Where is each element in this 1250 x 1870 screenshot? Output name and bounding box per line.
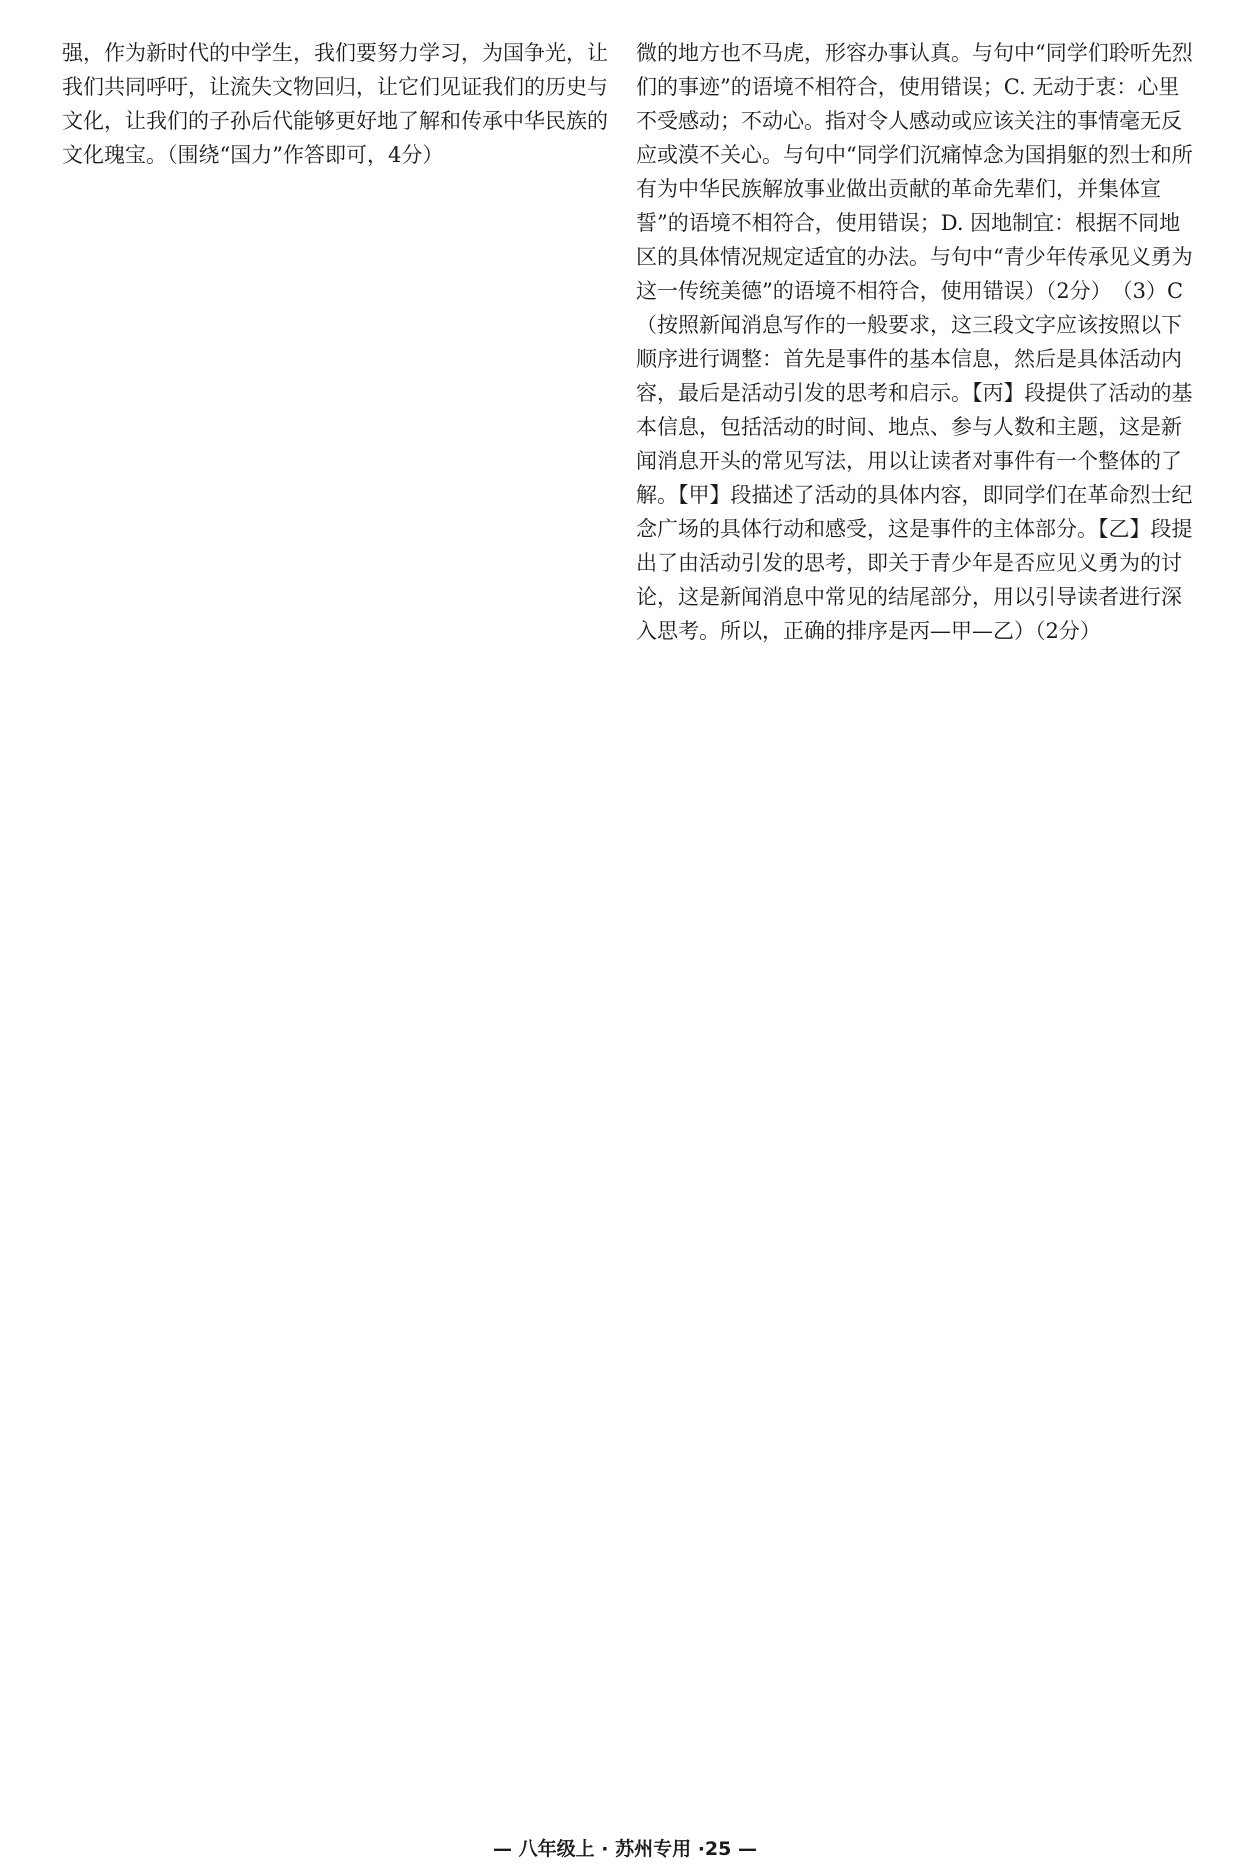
paragraph: 微的地方也不马虎，形容办事认真。与句中“同学们聆听先烈们的事迹”的语境不相符合，使用错误；C. 无动于衷：心里不受感动；不动心。指对令人感动或应该关注的事情毫无反应或漠不关心。与句中“同学们沉痛悼念为国捐躯的烈士和所有为中华民族解放事业做出贡献的革命先辈们，并集体宣誓”的语境不相符合，使用错误；D. 因地制宜：根据不同地区的具体情况规定适宜的办法。与句中“青少年传承见义勇为这一传统美德”的语境不相符合，使用错误）（2分） （3）C（按照新闻消息写作的一般要求，这三段文字应该按照以下顺序进行调整：首先是事件的基本信息，然后是具体活动内容，最后是活动引发的思考和启示。【丙】段提供了活动的基本信息，包括活动的时间、地点、参与人数和主题，这是新闻消息开头的常见写法，用以让读者对事件有一个整体的了解。【甲】段描述了活动的具体内容，即同学们在革命烈士纪念广场的具体行动和感受，这是事件的主体部分。【乙】段提出了由活动引发的思考，即关于青少年是否应见义勇为的讨论，这是新闻消息中常见的结尾部分，用以引导读者进行深入思考。所以，正确的排序是丙—甲—乙）（2分）	[636, 41, 1193, 643]
paragraph: 强，作为新时代的中学生，我们要努力学习，为国争光，让我们共同呼吁，让流失文物回归，让它们见证我们的历史与文化，让我们的子孙后代能够更好地了解和传承中华民族的文化瑰宝。（围绕“国力”作答即可，4分）	[62, 41, 608, 167]
left-column	[62, 36, 622, 172]
page-footer: — 八年级上 · 苏州专用 ·25 —	[493, 1838, 757, 1860]
right-column	[636, 36, 1200, 648]
